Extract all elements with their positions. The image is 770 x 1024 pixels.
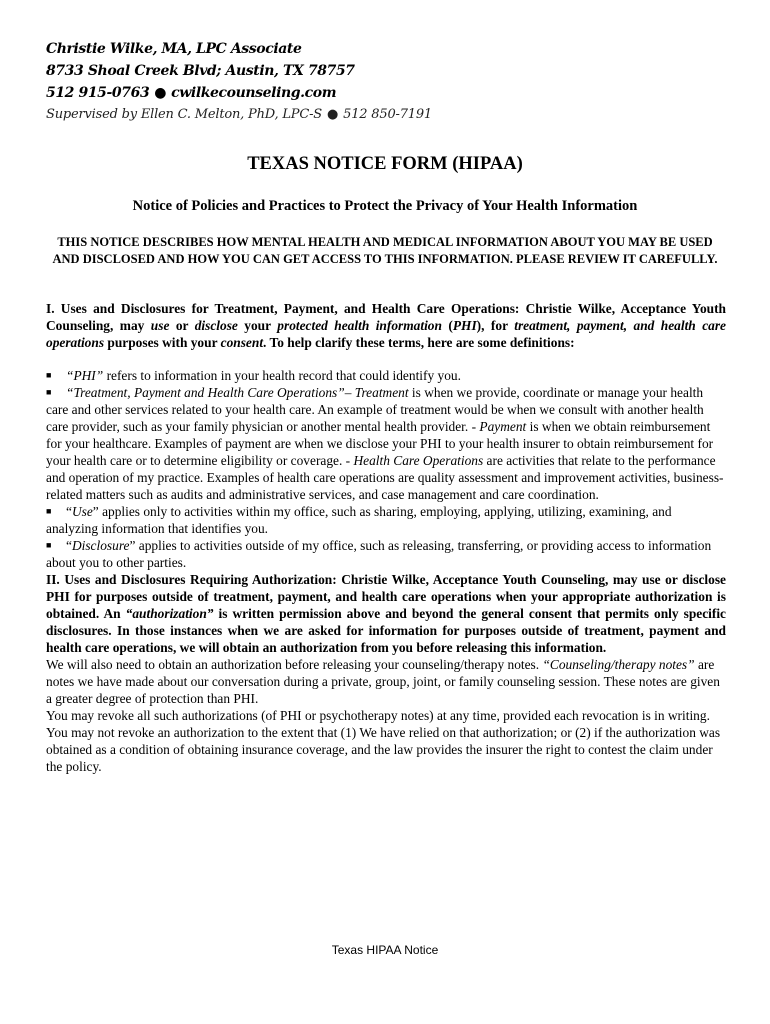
provider-name: Christie Wilke, MA, LPC Associate <box>46 41 302 57</box>
definitions-list <box>46 367 726 571</box>
letterhead <box>46 38 726 126</box>
contact-line <box>46 82 726 104</box>
notice-banner: THIS NOTICE DESCRIBES HOW MENTAL HEALTH AND MEDICAL INFORMATION ABOUT YOU MAY BE USED AND DISCLOSED AND HOW YOU CAN GET ACCESS TO THIS INFORMATION. PLEASE REVIEW IT CAREFULLY. <box>52 235 718 266</box>
separator-dot: ● <box>327 107 339 122</box>
definition-tpo: ■ “Treatment, Payment and Health Care Operations”– Treatment is when we provide, coordinate or manage your health care and other services related to your health care. An example of treatment would be when we consult with another health care provider, such as your family physician or another mental health provider. - Payment is when we obtain reimbursement for your healthcare. Examples of payment are when we disclose your PHI to your health insurer to obtain reimbursement for your health care or to determine eligibility or coverage. - Health Care Operations are activities that relate to the performance and operation of my practice. Examples of health care operations are quality assessment and improvement activities, business- related matters such as audits and administrative services, and case management and care coordination. <box>46 385 724 502</box>
bullet-icon: ■ <box>46 387 52 397</box>
therapy-notes-paragraph: We will also need to obtain an authorization before releasing your counseling/therapy notes. “Counseling/therapy notes” are notes we have made about our conversation during a private, group, joint, or family counseling session. These notes are given a greater degree of protection than PHI. <box>46 657 720 706</box>
page-footer: Texas HIPAA Notice <box>331 943 439 957</box>
section-1-heading: I. Uses and Disclosures for Treatment, Payment, and Health Care Operations: Christie Wilke, Acceptance Youth Counseling, may use or disclose your protected health information (PHI), for treatment, payment, and health care operations purposes with your consent. To help clarify these terms, here are some definitions: <box>46 301 726 350</box>
supervisor-line <box>46 104 726 126</box>
supervisor-name: Supervised by Ellen C. Melton, PhD, LPC-S <box>46 107 322 122</box>
provider-address: 8733 Shoal Creek Blvd; Austin, TX 78757 <box>46 63 355 79</box>
bullet-icon: ■ <box>46 506 52 516</box>
document-subtitle: Notice of Policies and Practices to Protect the Privacy of Your Health Information <box>132 198 638 214</box>
bullet-icon: ■ <box>46 370 52 380</box>
section-2-heading: II. Uses and Disclosures Requiring Authorization: Christie Wilke, Acceptance Youth Counseling, may use or disclose PHI for purposes outside of treatment, payment, and health care operations when your appropriate authorization is obtained. An “authorization” is written permission above and beyond the general consent that permits only specific disclosures. In those instances when we are asked for information for purposes outside of treatment, payment and health care operations, we will obtain an authorization from you before releasing this information. <box>46 572 726 655</box>
document-body <box>46 300 726 775</box>
revocation-paragraph: You may revoke all such authorizations (of PHI or psychotherapy notes) at any time, provided each revocation is in writing. You may not revoke an authorization to the extent that (1) We have relied on that authorization; or (2) if the authorization was obtained as a condition of obtaining insurance coverage, and the law provides the insurer the right to contest the claim under the policy. <box>46 708 721 774</box>
provider-phone: 512 915-0763 <box>46 85 150 101</box>
provider-website[interactable]: cwilkecounseling.com <box>171 85 337 101</box>
definition-disclosure: ■ “Disclosure” applies to activities outside of my office, such as releasing, transferring, or providing access to information about you to other parties. <box>46 538 712 570</box>
document-title: TEXAS NOTICE FORM (HIPAA) <box>247 154 523 174</box>
definition-phi: ■ “PHI” refers to information in your health record that could identify you. <box>46 368 461 383</box>
separator-dot: ● <box>154 85 167 101</box>
definition-use: ■ “Use” applies only to activities within my office, such as sharing, employing, applying, utilizing, examining, and analyzing information that identifies you. <box>46 504 672 536</box>
supervisor-phone: 512 850-7191 <box>343 107 432 122</box>
bullet-icon: ■ <box>46 540 52 550</box>
